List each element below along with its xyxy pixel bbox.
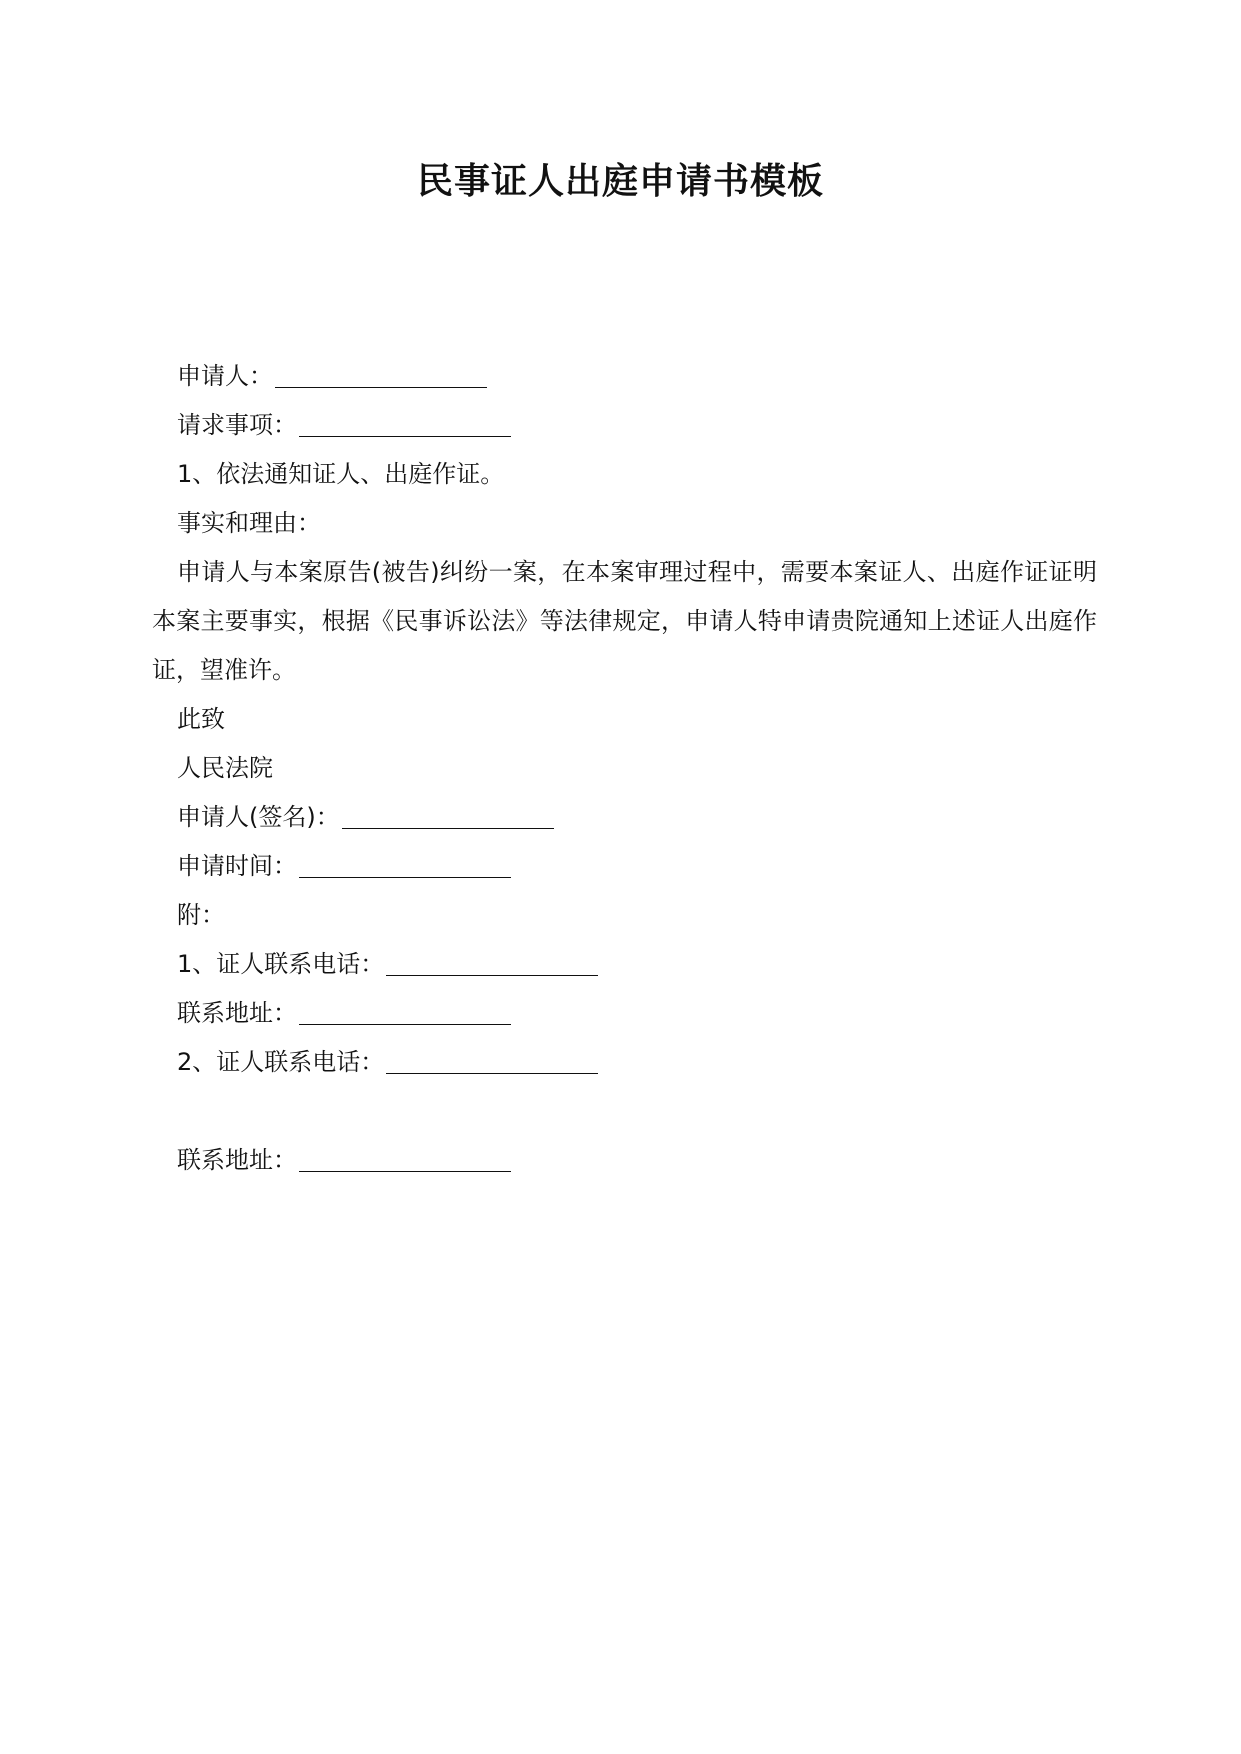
document-title: 民事证人出庭申请书模板	[416, 161, 824, 202]
date-line	[152, 842, 1097, 891]
witness2-phone-blank	[386, 1072, 598, 1074]
request-item: 1、依法通知证人、出庭作证。	[177, 460, 505, 488]
witness1-address-label: 联系地址：	[177, 999, 297, 1027]
witness2-phone-line	[152, 1038, 1097, 1087]
attachment-label: 附：	[177, 901, 225, 929]
court-name: 人民法院	[177, 754, 273, 782]
witness1-address-line	[152, 989, 1097, 1038]
document-body	[152, 352, 1097, 1185]
facts-label: 事实和理由：	[177, 509, 321, 537]
witness1-phone-line	[152, 940, 1097, 989]
facts-body: 申请人与本案原告(被告)纠纷一案，在本案审理过程中，需要本案证人、出庭作证证明本案主要事实，根据《民事诉讼法》等法律规定，申请人特申请贵院通知上述证人出庭作证，望准许。	[152, 558, 1097, 684]
witness1-address-blank	[299, 1023, 511, 1025]
witness1-phone-label: 1、证人联系电话：	[177, 950, 385, 978]
signature-line	[152, 793, 1097, 842]
date-blank	[299, 876, 511, 878]
applicant-line	[152, 352, 1097, 401]
witness1-phone-blank	[386, 974, 598, 976]
signature-blank	[342, 827, 554, 829]
applicant-blank	[275, 386, 487, 388]
witness2-address-blank	[299, 1170, 511, 1172]
request-line	[152, 401, 1097, 450]
witness2-address-line	[152, 1136, 1097, 1185]
witness2-address-label: 联系地址：	[177, 1146, 297, 1174]
signature-label: 申请人(签名)：	[177, 803, 340, 831]
salutation: 此致	[177, 705, 225, 733]
applicant-label: 申请人：	[177, 362, 273, 390]
witness2-phone-label: 2、证人联系电话：	[177, 1048, 385, 1076]
spacer	[152, 1087, 1097, 1136]
date-label: 申请时间：	[177, 852, 297, 880]
request-label: 请求事项：	[177, 411, 297, 439]
request-blank	[299, 435, 511, 437]
